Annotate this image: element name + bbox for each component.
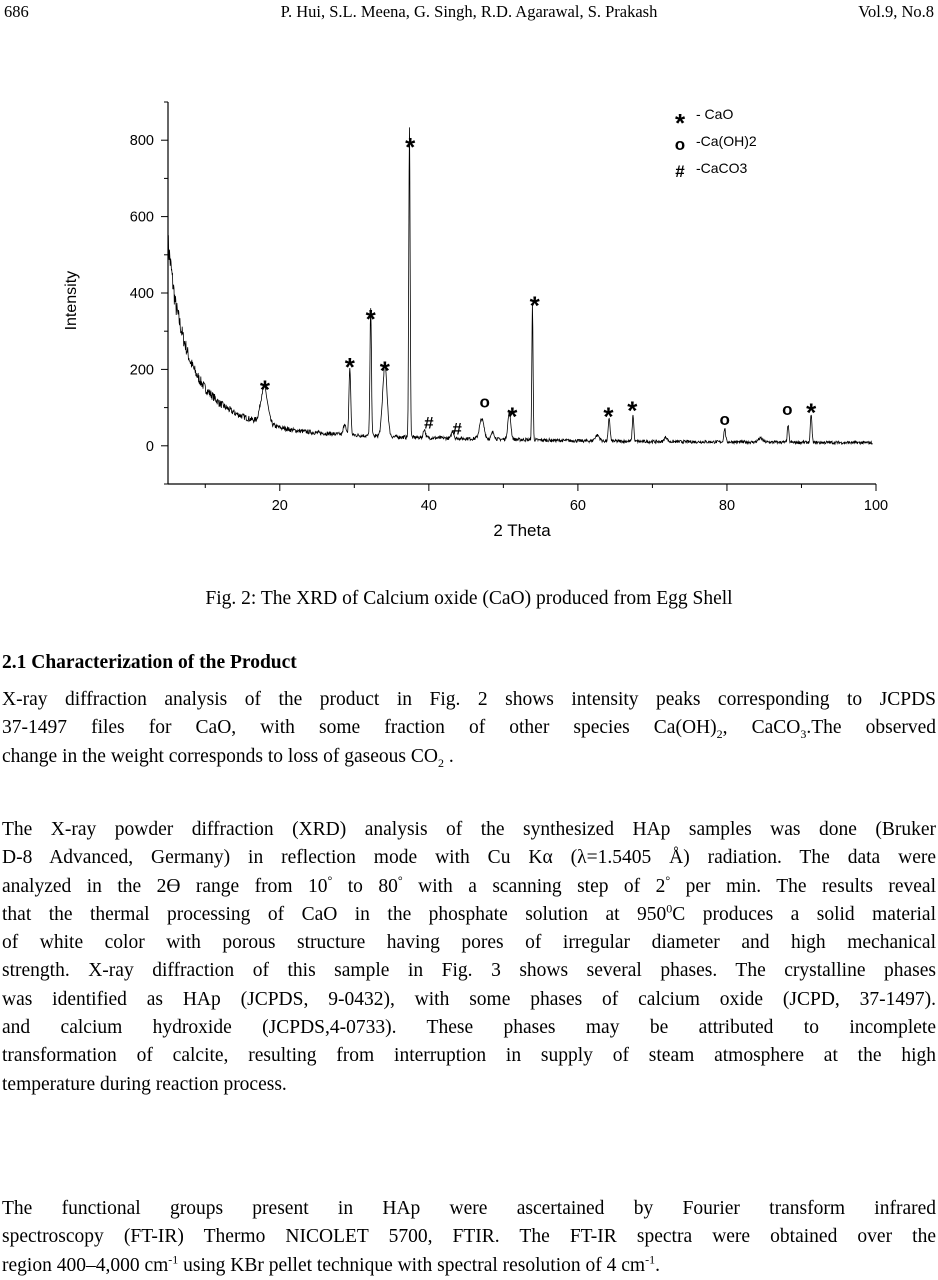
paragraph-xrd-hap (2, 816, 936, 1099)
peak-marker: * (627, 395, 638, 426)
peak-marker: * (507, 401, 518, 432)
peak-marker: # (424, 413, 434, 433)
figure-caption: Fig. 2: The XRD of Calcium oxide (CaO) produced from Egg Shell (205, 588, 733, 609)
section-heading: 2.1 Characterization of the Product (2, 652, 297, 673)
peak-marker: * (344, 351, 355, 382)
text-line: spectroscopy (FT-IR) Thermo NICOLET 5700, FTIR. The FT-IR spectra were obtained over the (2, 1226, 936, 1248)
y-tick-label: 600 (129, 209, 154, 226)
y-tick-label: 200 (129, 362, 154, 379)
x-tick-label: 60 (569, 498, 586, 514)
running-header (4, 2, 934, 24)
text-line: of white color with porous structure having pores of irregular diameter and high mechanical (2, 932, 936, 954)
legend-symbol: # (675, 162, 685, 181)
peak-marker: * (603, 401, 614, 432)
x-tick-label: 20 (271, 498, 288, 514)
peak-marker: * (529, 290, 540, 321)
text-line: D-8 Advanced, Germany) in reflection mode with Cu Kα (λ=1.5405 Å) radiation. The data were (2, 847, 936, 869)
peak-marker: * (806, 397, 817, 428)
paragraph-xrd-product (2, 686, 936, 771)
text-line: that the thermal processing of CaO in the phosphate solution at $950^0C$ produces a solid material (2, 901, 936, 925)
x-axis-label: 2 Theta (493, 521, 551, 540)
xrd-pattern-line (168, 127, 872, 444)
peak-marker: * (379, 355, 390, 386)
text-line: The X-ray powder diffraction (XRD) analysis of the synthesized HAp samples was done (Bruker (2, 819, 936, 840)
peak-marker: * (365, 304, 376, 335)
x-tick-label: 40 (420, 498, 437, 514)
x-tick-label: 80 (718, 498, 736, 514)
x-tick-label: 100 (863, 498, 889, 514)
y-tick-label: 400 (129, 286, 154, 302)
text-line: 37-1497 files for CaO, with some fraction of other species $Ca(OH)_2$, CaCO$_3$.The observed (2, 717, 937, 742)
text-line: region 400–4,000 $cm^{-1}$ using KBr pellet technique with spectral resolution of 4 $cm^{-1}$. (2, 1252, 660, 1276)
legend-label: - CaO (696, 106, 734, 122)
text-line: analyzed in the 2Ө range from 10° to 80° with a scanning step of 2° per min. The results reveal (2, 873, 937, 897)
text-line: was identified as HAp (JCPDS, 9-0432), with some phases of calcium oxide (JCPD, 37-1497). (2, 988, 936, 1010)
text-line: change in the weight corresponds to loss of gaseous $CO_2$ . (2, 745, 454, 770)
text-line: transformation of calcite, resulting from interruption in supply of steam atmosphere at the high (2, 1045, 936, 1067)
text-line: and calcium hydroxide (JCPDS,4-0733). These phases may be attributed to incomplete (2, 1017, 936, 1039)
peak-marker: * (259, 374, 270, 405)
legend-symbol: * (674, 108, 686, 138)
page-number: 686 (4, 2, 29, 21)
text-line: strength. X-ray diffraction of this sample in Fig. 3 shows several phases. The crystalline phases (2, 960, 936, 982)
peak-marker: o (782, 400, 793, 420)
peak-marker: o (479, 392, 490, 412)
text-line: X-ray diffraction analysis of the product in Fig. 2 shows intensity peaks corresponding to JCPDS (2, 689, 936, 710)
text-line: The functional groups present in HAp were ascertained by Fourier transform infrared (2, 1198, 936, 1219)
paragraph-ftir (2, 1195, 936, 1280)
legend-label: -CaCO3 (696, 160, 748, 176)
peak-marker: * (405, 132, 416, 163)
running-authors: P. Hui, S.L. Meena, G. Singh, R.D. Agarawal, S. Prakash (280, 2, 658, 21)
y-axis-label: Intensity (63, 270, 80, 331)
y-tick-label: 0 (145, 438, 154, 455)
legend-symbol: o (674, 135, 686, 154)
xrd-chart (0, 86, 938, 556)
peak-marker: # (452, 419, 462, 439)
text-line: temperature during reaction process. (2, 1073, 287, 1095)
legend-label: -Ca(OH)2 (696, 133, 757, 149)
peak-marker: o (719, 409, 730, 429)
journal-volume: Vol.9, No.8 (858, 2, 934, 21)
y-tick-label: 800 (129, 133, 154, 150)
